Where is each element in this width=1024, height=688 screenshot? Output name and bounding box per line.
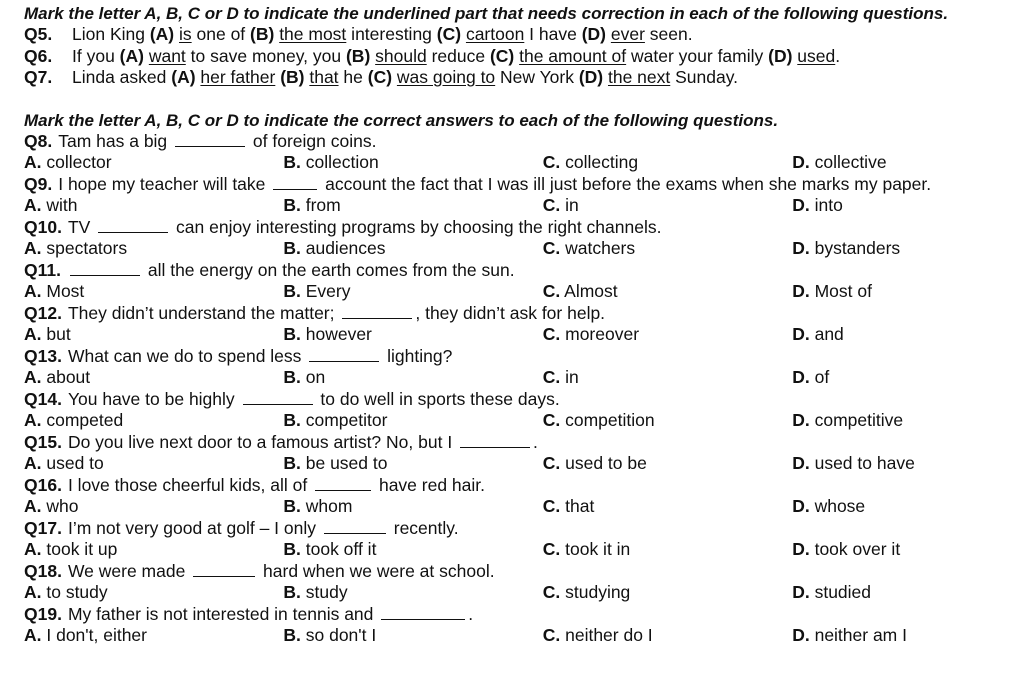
option-letter: A. bbox=[24, 582, 42, 602]
question-text: reduce bbox=[426, 45, 490, 66]
option-text: however bbox=[300, 324, 372, 344]
answer-option-a[interactable] bbox=[24, 195, 283, 217]
option-text: took it in bbox=[560, 539, 631, 559]
option-text: whom bbox=[300, 496, 353, 516]
question-row bbox=[24, 67, 1010, 89]
question-number: Q17. bbox=[24, 517, 62, 538]
section1-questions bbox=[24, 24, 1010, 89]
answer-option-a[interactable] bbox=[24, 625, 283, 647]
underlined-part: is bbox=[179, 24, 192, 44]
option-text: neither am I bbox=[809, 625, 907, 645]
option-letter: C. bbox=[542, 625, 561, 645]
answer-option-d[interactable] bbox=[792, 625, 1010, 647]
underlined-part: want bbox=[148, 45, 186, 66]
section2-questions bbox=[24, 131, 1010, 647]
option-letter: D. bbox=[792, 410, 810, 430]
question-text: If you bbox=[72, 45, 120, 66]
question-text: . bbox=[468, 603, 474, 624]
option-letter: B. bbox=[283, 582, 301, 602]
answer-blank bbox=[342, 303, 412, 319]
question-number: Q10. bbox=[24, 216, 62, 237]
option-text: competitive bbox=[809, 410, 904, 430]
question-text: New York bbox=[495, 67, 579, 87]
option-text: spectators bbox=[41, 238, 128, 258]
underlined-part: the amount of bbox=[519, 45, 627, 66]
question-text: TV bbox=[67, 216, 96, 237]
option-text: collector bbox=[41, 152, 112, 172]
answer-blank bbox=[324, 518, 386, 534]
underlined-part: the most bbox=[279, 24, 347, 44]
option-letter: D. bbox=[792, 582, 810, 602]
underlined-part: used bbox=[797, 45, 836, 66]
answer-option-b[interactable] bbox=[283, 152, 542, 174]
option-text: of bbox=[809, 367, 830, 387]
option-text: studied bbox=[809, 582, 872, 602]
answer-blank bbox=[70, 260, 140, 276]
answer-option-b[interactable] bbox=[283, 453, 542, 475]
answer-blank bbox=[460, 432, 530, 448]
question-text: You have to be highly bbox=[67, 388, 240, 409]
answer-option-a[interactable] bbox=[24, 281, 283, 303]
options-row bbox=[24, 496, 1010, 518]
question-row bbox=[24, 432, 1010, 454]
option-letter: A. bbox=[24, 453, 42, 473]
option-letter: B. bbox=[283, 324, 301, 344]
option-text: I don't, either bbox=[41, 625, 147, 645]
option-letter: A. bbox=[24, 625, 42, 645]
answer-option-d[interactable] bbox=[792, 238, 1010, 260]
answer-option-a[interactable] bbox=[24, 324, 283, 346]
option-letter: C. bbox=[542, 195, 561, 215]
section2-instruction: Mark the letter A, B, C or D to indicate the correct answers to each of the following questions. bbox=[24, 110, 779, 130]
option-letter: C. bbox=[542, 238, 561, 258]
answer-option-a[interactable] bbox=[24, 539, 283, 561]
option-letter: C. bbox=[542, 539, 561, 559]
answer-option-b[interactable] bbox=[283, 281, 542, 303]
question-row bbox=[24, 389, 1010, 411]
option-marker: (D) bbox=[578, 67, 608, 87]
option-text: used to bbox=[41, 453, 104, 473]
answer-option-a[interactable] bbox=[24, 238, 283, 260]
question-text: My father is not interested in tennis and bbox=[67, 603, 379, 624]
option-letter: B. bbox=[283, 410, 301, 430]
question-number: Q18. bbox=[24, 560, 62, 581]
option-text: study bbox=[300, 582, 348, 602]
option-letter: B. bbox=[283, 367, 301, 387]
question-text: lighting? bbox=[382, 345, 453, 366]
question-row bbox=[24, 346, 1010, 368]
answer-option-d[interactable] bbox=[792, 453, 1010, 475]
answer-option-d[interactable] bbox=[792, 324, 1010, 346]
answer-blank bbox=[243, 389, 313, 405]
option-text: took over it bbox=[809, 539, 901, 559]
option-letter: D. bbox=[792, 238, 810, 258]
question-text: I love those cheerful kids, all of bbox=[67, 474, 313, 495]
option-text: on bbox=[300, 367, 326, 387]
option-text: in bbox=[560, 367, 579, 387]
question-text: can enjoy interesting programs by choosing the right channels. bbox=[171, 216, 662, 237]
option-letter: C. bbox=[542, 152, 561, 172]
option-text: studying bbox=[560, 582, 631, 602]
question-text: Linda asked bbox=[72, 67, 172, 87]
underlined-part: should bbox=[375, 45, 427, 66]
option-text: Every bbox=[300, 281, 351, 301]
question-number: Q5. bbox=[24, 24, 53, 44]
option-text: and bbox=[809, 324, 844, 344]
question-number: Q11. bbox=[24, 259, 61, 280]
answer-option-c[interactable] bbox=[543, 281, 792, 303]
options-row bbox=[24, 453, 1010, 475]
question-text: one of bbox=[191, 24, 251, 44]
option-marker: (B) bbox=[250, 24, 280, 44]
option-marker: (B) bbox=[345, 45, 376, 66]
answer-option-a[interactable] bbox=[24, 496, 283, 518]
option-text: so don't I bbox=[300, 625, 377, 645]
question-row bbox=[24, 303, 1010, 325]
option-text: that bbox=[560, 496, 595, 516]
answer-option-a[interactable] bbox=[24, 453, 283, 475]
question-number: Q13. bbox=[24, 345, 62, 366]
option-letter: B. bbox=[283, 281, 301, 301]
option-text: used to be bbox=[560, 453, 647, 473]
option-text: Most of bbox=[809, 281, 872, 301]
option-text: competed bbox=[41, 410, 124, 430]
option-letter: A. bbox=[24, 281, 42, 301]
option-letter: D. bbox=[792, 195, 810, 215]
question-row bbox=[24, 518, 1010, 540]
question-number: Q12. bbox=[24, 302, 62, 323]
answer-blank bbox=[315, 475, 371, 491]
option-letter: D. bbox=[792, 367, 810, 387]
option-text: moreover bbox=[560, 324, 640, 344]
options-row bbox=[24, 410, 1010, 432]
question-number: Q14. bbox=[24, 388, 62, 409]
option-letter: D. bbox=[792, 152, 810, 172]
question-row bbox=[24, 174, 1010, 196]
answer-option-b[interactable] bbox=[283, 582, 542, 604]
answer-option-c[interactable] bbox=[543, 367, 792, 389]
answer-option-c[interactable] bbox=[543, 238, 792, 260]
question-row bbox=[24, 475, 1010, 497]
option-text: collection bbox=[300, 152, 379, 172]
option-text: watchers bbox=[560, 238, 636, 258]
option-letter: A. bbox=[24, 324, 42, 344]
option-letter: D. bbox=[792, 625, 810, 645]
option-text: competition bbox=[560, 410, 655, 430]
option-text: but bbox=[41, 324, 71, 344]
question-number: Q9. bbox=[24, 173, 53, 194]
answer-option-a[interactable] bbox=[24, 410, 283, 432]
question-text: of foreign coins. bbox=[248, 130, 377, 151]
answer-option-d[interactable] bbox=[792, 281, 1010, 303]
question-row bbox=[24, 561, 1010, 583]
question-text: water your family bbox=[626, 45, 769, 66]
question-text: . bbox=[835, 45, 841, 66]
underlined-part: the next bbox=[607, 67, 671, 87]
answer-option-d[interactable] bbox=[792, 367, 1010, 389]
question-row bbox=[24, 24, 1010, 46]
question-text: Do you live next door to a famous artist? No, but I bbox=[67, 431, 458, 452]
option-marker: (C) bbox=[489, 45, 520, 66]
option-marker: (D) bbox=[768, 45, 798, 66]
option-text: into bbox=[809, 195, 843, 215]
option-letter: A. bbox=[24, 152, 42, 172]
question-number: Q19. bbox=[24, 603, 62, 624]
underlined-part: cartoon bbox=[465, 24, 525, 44]
answer-option-c[interactable] bbox=[543, 324, 792, 346]
option-letter: A. bbox=[24, 195, 42, 215]
option-text: audiences bbox=[300, 238, 386, 258]
answer-blank bbox=[193, 561, 255, 577]
option-letter: C. bbox=[542, 367, 561, 387]
answer-option-d[interactable] bbox=[792, 496, 1010, 518]
answer-option-d[interactable] bbox=[792, 152, 1010, 174]
answer-option-c[interactable] bbox=[543, 582, 792, 604]
answer-blank bbox=[381, 604, 465, 620]
option-letter: B. bbox=[283, 238, 301, 258]
answer-blank bbox=[175, 131, 245, 147]
answer-blank bbox=[309, 346, 379, 362]
option-letter: B. bbox=[283, 496, 301, 516]
option-text: about bbox=[41, 367, 91, 387]
option-text: competitor bbox=[300, 410, 388, 430]
option-marker: (A) bbox=[149, 24, 179, 44]
answer-option-d[interactable] bbox=[792, 582, 1010, 604]
underlined-part: was going to bbox=[396, 67, 496, 87]
option-marker: (A) bbox=[171, 67, 201, 87]
option-letter: A. bbox=[24, 238, 42, 258]
question-row bbox=[24, 217, 1010, 239]
question-text: I have bbox=[524, 24, 582, 44]
answer-option-b[interactable] bbox=[283, 496, 542, 518]
question-number: Q8. bbox=[24, 130, 53, 151]
answer-option-d[interactable] bbox=[792, 539, 1010, 561]
question-text: to save money, you bbox=[185, 45, 346, 66]
answer-option-b[interactable] bbox=[283, 238, 542, 260]
section-gap bbox=[24, 89, 1010, 110]
option-marker: (C) bbox=[436, 24, 466, 44]
answer-option-c[interactable] bbox=[543, 195, 792, 217]
option-letter: C. bbox=[542, 453, 561, 473]
option-letter: D. bbox=[792, 496, 810, 516]
answer-option-c[interactable] bbox=[543, 453, 792, 475]
answer-option-b[interactable] bbox=[283, 324, 542, 346]
question-text: account the fact that I was ill just before the exams when she marks my paper. bbox=[320, 173, 932, 194]
answer-option-b[interactable] bbox=[283, 625, 542, 647]
option-text: bystanders bbox=[809, 238, 901, 258]
question-row bbox=[24, 131, 1010, 153]
option-text: whose bbox=[809, 496, 866, 516]
option-letter: A. bbox=[24, 367, 42, 387]
question-text: hard when we were at school. bbox=[258, 560, 495, 581]
question-text: , they didn’t ask for help. bbox=[415, 302, 606, 323]
question-text: Lion King bbox=[72, 24, 150, 44]
options-row bbox=[24, 367, 1010, 389]
option-text: collecting bbox=[560, 152, 639, 172]
question-text: What can we do to spend less bbox=[67, 345, 307, 366]
option-letter: C. bbox=[542, 324, 561, 344]
option-letter: A. bbox=[24, 539, 42, 559]
option-letter: B. bbox=[283, 195, 301, 215]
answer-blank bbox=[98, 217, 168, 233]
question-text: have red hair. bbox=[374, 474, 486, 495]
options-row bbox=[24, 152, 1010, 174]
option-letter: B. bbox=[283, 539, 301, 559]
option-letter: A. bbox=[24, 410, 42, 430]
options-row bbox=[24, 625, 1010, 647]
answer-option-b[interactable] bbox=[283, 410, 542, 432]
option-letter: C. bbox=[542, 281, 561, 301]
option-text: from bbox=[300, 195, 341, 215]
question-text: We were made bbox=[67, 560, 191, 581]
option-letter: D. bbox=[792, 453, 810, 473]
option-text: collective bbox=[809, 152, 887, 172]
options-row bbox=[24, 281, 1010, 303]
option-letter: D. bbox=[792, 281, 810, 301]
question-text: seen. bbox=[644, 24, 693, 44]
options-row bbox=[24, 582, 1010, 604]
option-text: used to have bbox=[809, 453, 915, 473]
answer-option-c[interactable] bbox=[543, 410, 792, 432]
option-letter: B. bbox=[283, 152, 301, 172]
option-letter: B. bbox=[283, 453, 301, 473]
option-text: to study bbox=[41, 582, 108, 602]
option-letter: C. bbox=[542, 496, 561, 516]
option-letter: C. bbox=[542, 582, 561, 602]
option-text: took off it bbox=[300, 539, 377, 559]
question-number: Q7. bbox=[24, 67, 53, 87]
underlined-part: that bbox=[309, 67, 339, 87]
answer-option-d[interactable] bbox=[792, 410, 1010, 432]
underlined-part: her father bbox=[200, 67, 276, 87]
question-number: Q15. bbox=[24, 431, 62, 452]
question-text: I’m not very good at golf – I only bbox=[67, 517, 321, 538]
question-text: Sunday. bbox=[670, 67, 739, 87]
option-text: who bbox=[41, 496, 79, 516]
answer-option-a[interactable] bbox=[24, 367, 283, 389]
option-marker: (C) bbox=[367, 67, 397, 87]
underlined-part: ever bbox=[610, 24, 645, 44]
options-row bbox=[24, 324, 1010, 346]
question-text: to do well in sports these days. bbox=[315, 388, 560, 409]
option-letter: A. bbox=[24, 496, 42, 516]
option-letter: C. bbox=[542, 410, 561, 430]
option-text: be used to bbox=[300, 453, 388, 473]
option-text: with bbox=[41, 195, 78, 215]
question-text: he bbox=[338, 67, 368, 87]
question-row bbox=[24, 260, 1010, 282]
question-number: Q6. bbox=[24, 45, 53, 66]
option-letter: B. bbox=[283, 625, 301, 645]
question-number: Q16. bbox=[24, 474, 62, 495]
answer-option-c[interactable] bbox=[543, 539, 792, 561]
options-row bbox=[24, 195, 1010, 217]
answer-option-c[interactable] bbox=[543, 496, 792, 518]
question-text: interesting bbox=[346, 24, 437, 44]
answer-option-b[interactable] bbox=[283, 367, 542, 389]
question-text: all the energy on the earth comes from the sun. bbox=[142, 259, 515, 280]
options-row bbox=[24, 238, 1010, 260]
option-marker: (B) bbox=[280, 67, 310, 87]
option-text: Almost bbox=[560, 281, 618, 301]
question-row bbox=[24, 46, 1010, 68]
option-marker: (D) bbox=[581, 24, 611, 44]
question-text: Tam has a big bbox=[58, 130, 173, 151]
question-text: . bbox=[533, 431, 538, 452]
answer-blank bbox=[273, 174, 317, 190]
question-row bbox=[24, 604, 1010, 626]
question-text: recently. bbox=[388, 517, 459, 538]
question-text: I hope my teacher will take bbox=[58, 173, 271, 194]
option-text: in bbox=[560, 195, 579, 215]
option-text: took it up bbox=[41, 539, 118, 559]
answer-option-d[interactable] bbox=[792, 195, 1010, 217]
section1-instruction: Mark the letter A, B, C or D to indicate the underlined part that needs correction in each of the following questions. bbox=[24, 4, 949, 23]
answer-option-b[interactable] bbox=[283, 195, 542, 217]
option-marker: (A) bbox=[119, 45, 149, 66]
options-row bbox=[24, 539, 1010, 561]
option-letter: D. bbox=[792, 539, 810, 559]
answer-option-a[interactable] bbox=[24, 582, 283, 604]
answer-option-a[interactable] bbox=[24, 152, 283, 174]
option-text: neither do I bbox=[560, 625, 653, 645]
question-text: They didn’t understand the matter; bbox=[67, 302, 340, 323]
option-text: Most bbox=[41, 281, 85, 301]
answer-option-c[interactable] bbox=[543, 152, 792, 174]
option-letter: D. bbox=[792, 324, 810, 344]
answer-option-b[interactable] bbox=[283, 539, 542, 561]
answer-option-c[interactable] bbox=[543, 625, 792, 647]
